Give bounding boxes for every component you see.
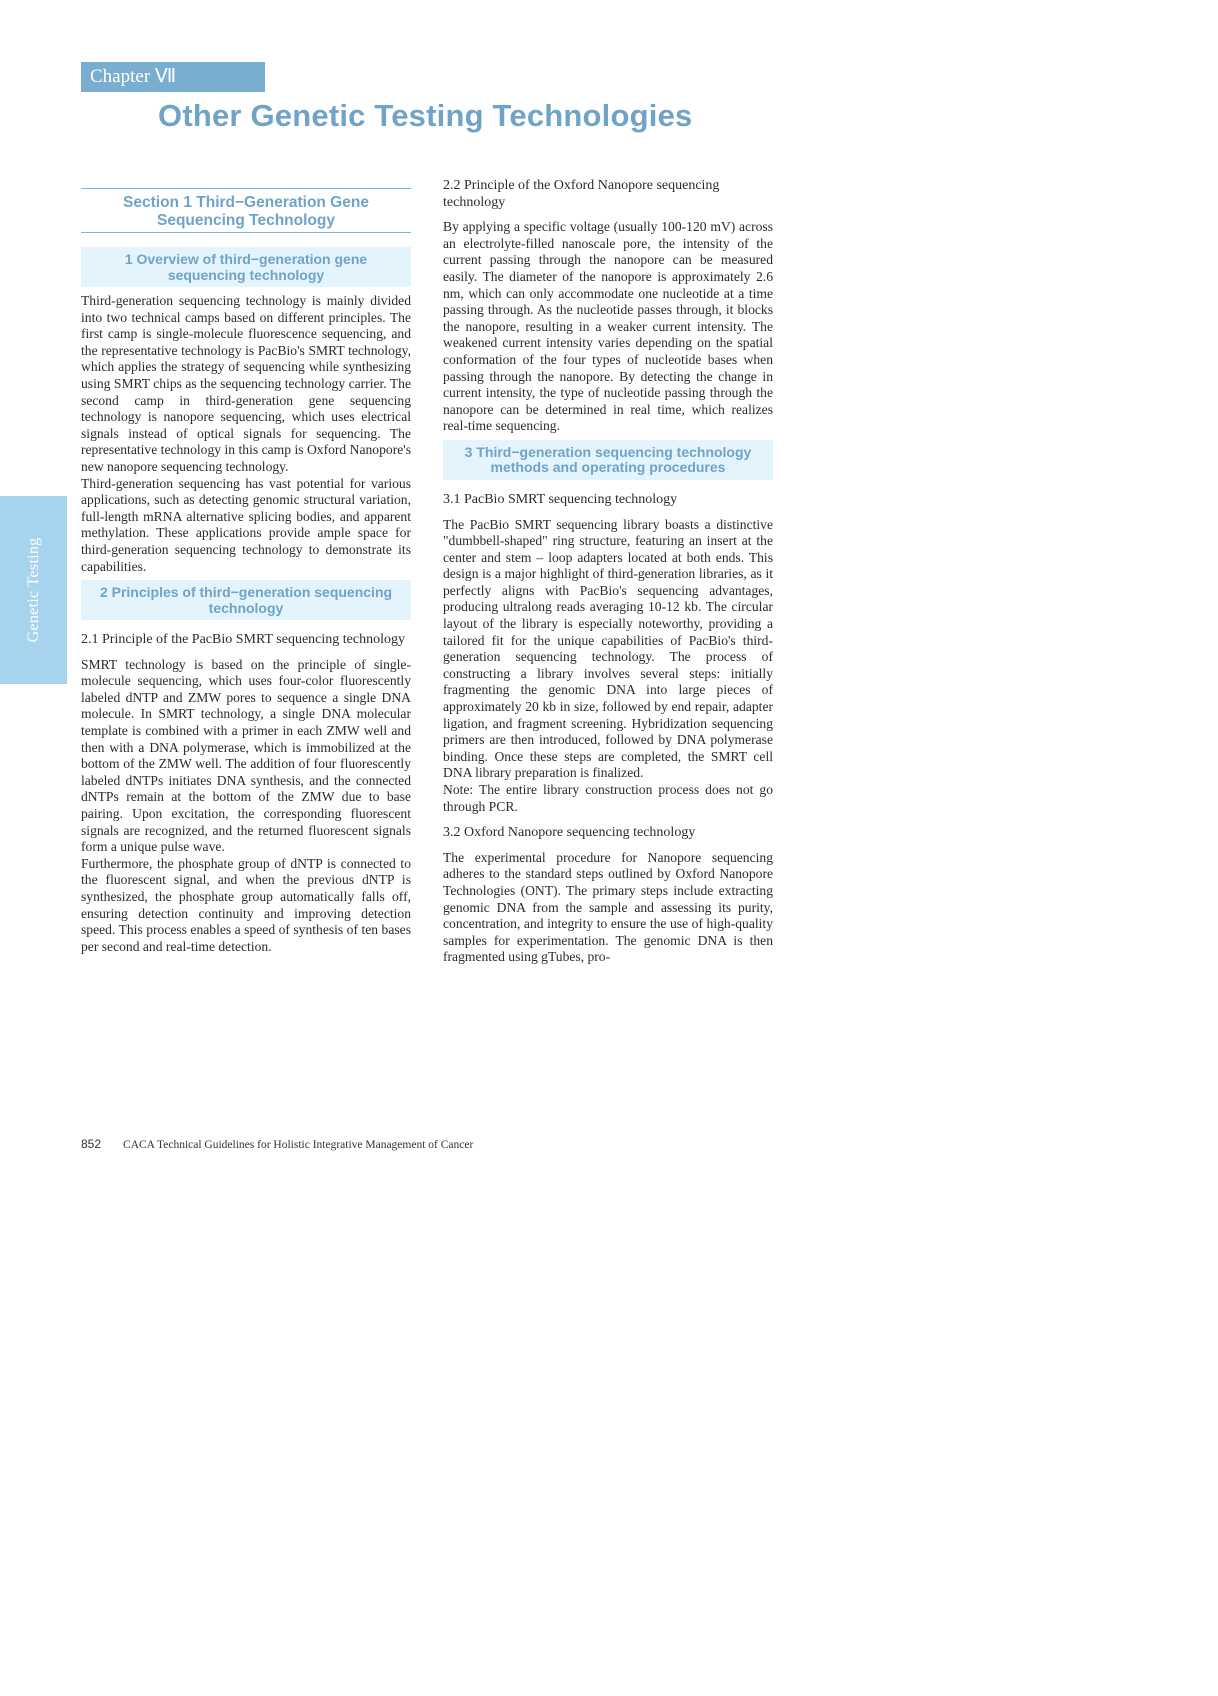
side-tab-label: Genetic Testing xyxy=(24,537,42,643)
paragraph: By applying a specific voltage (usually 100-120 mV) across an electrolyte-filled nanoscale pore, the intensity of the current passing through the nanopore can be measured easily. The diameter of the nanopore is approximately 2.6 nm, which can only accommodate one nucleotide at a time passing through. As the nucleotide passes through, it blocks the nanopore, resulting in a weaker current intensity. The weakened current intensity varies depending on the spatial conformation of the four types of nucleotide bases when passing through the nanopore. By detecting the change in current intensity, the type of nucleotide passing through the nanopore can be determined in real time, which realizes real-time sequencing. xyxy=(443,219,773,434)
paragraph: The experimental procedure for Nanopore sequencing adheres to the standard steps outlined by Oxford Nanopore Technologies (ONT). The primary steps include extracting genomic DNA from the sample and assessing its purity, concentration, and integrity to ensure the use of high-quality samples for experimentation. The genomic DNA is then fragmented using gTubes, pro- xyxy=(443,849,773,965)
subsection-heading-3: 3 Third−generation sequencing technology methods and operating procedures xyxy=(443,440,773,480)
heading-2-2: 2.2 Principle of the Oxford Nanopore sequencing technology xyxy=(443,178,720,210)
subsection-heading-1: 1 Overview of third−generation gene sequencing technology xyxy=(81,247,411,287)
paragraph: Note: The entire library construction process does not go through PCR. xyxy=(443,782,773,814)
paragraph: SMRT technology is based on the principle of single-molecule sequencing, which uses four-color fluorescently labeled dNTP and ZMW pores to sequence a single DNA molecule. In SMRT technology, a single DNA molecular template is combined with a primer in each ZMW well and then with a DNA polymerase, which is immobilized at the bottom of the ZMW well. The addition of four fluorescently labeled dNTPs initiates DNA synthesis, and the connected dNTPs remain at the bottom of the ZMW due to base pairing. Upon excitation, the corresponding fluorescent signals are recognized, and the returned fluorescent signals form a unique pulse wave. xyxy=(81,656,411,855)
page-footer xyxy=(81,1137,473,1151)
paragraph: Third-generation sequencing has vast potential for various applications, such as detecting genomic structural variation, full-length mRNA alternative splicing bodies, and apparent methylation. These applications provide ample space for third-generation sequencing technology to demonstrate its capabilities. xyxy=(81,475,411,574)
chapter-label: Chapter Ⅶ xyxy=(81,62,265,92)
section-heading: Section 1 Third−Generation Gene Sequencing Technology xyxy=(81,188,411,233)
heading-3-2: 3.2 Oxford Nanopore sequencing technology xyxy=(443,825,696,841)
chapter-title: Other Genetic Testing Technologies xyxy=(158,98,693,133)
paragraph: Furthermore, the phosphate group of dNTP is connected to the fluorescent signal, and when the previous dNTP is synthesized, the phosphate group automatically falls off, ensuring detection continuity and improving detection speed. This process enables a speed of synthesis of ten bases per second and real-time detection. xyxy=(81,855,411,954)
paragraph: Third-generation sequencing technology is mainly divided into two technical camps based on different principles. The first camp is single-molecule fluorescence sequencing, and the representative technology is PacBio's SMRT technology, which applies the strategy of sequencing while synthesizing using SMRT chips as the sequencing technology carrier. The second camp in third-generation gene sequencing technology is nanopore sequencing, which uses electrical signals instead of optical signals for sequencing. The representative technology in this camp is Oxford Nanopore's new nanopore sequencing technology. xyxy=(81,293,411,474)
side-section-tab xyxy=(0,496,67,684)
page-number: 852 xyxy=(81,1137,102,1151)
heading-2-1: 2.1 Principle of the PacBio SMRT sequencing technology xyxy=(81,632,405,648)
heading-3-1: 3.1 PacBio SMRT sequencing technology xyxy=(443,491,678,507)
subsection-heading-2: 2 Principles of third−generation sequencing technology xyxy=(81,580,411,620)
right-column xyxy=(443,172,773,966)
left-column xyxy=(81,172,411,955)
journal-title: CACA Technical Guidelines for Holistic Integrative Management of Cancer xyxy=(123,1139,474,1151)
paragraph: The PacBio SMRT sequencing library boasts a distinctive "dumbbell-shaped" ring structure, featuring an insert at the center and stem – loop adapters located at both ends. This design is a major highlight of third-generation libraries, as it perfectly aligns with PacBio's sequencing advantages, producing ultralong reads averaging 10-12 kb. The circular layout of the library is especially noteworthy, providing a tailored fit for the unique capabilities of PacBio's third-generation sequencing technology. The process of constructing a library involves several steps: initially fragmenting the genomic DNA into large pieces of approximately 20 kb in size, followed by end repair, adapter ligation, and fragment screening. Hybridization sequencing primers are then introduced, followed by DNA polymerase binding. Once these steps are completed, the SMRT cell DNA library preparation is finalized. xyxy=(443,516,773,781)
